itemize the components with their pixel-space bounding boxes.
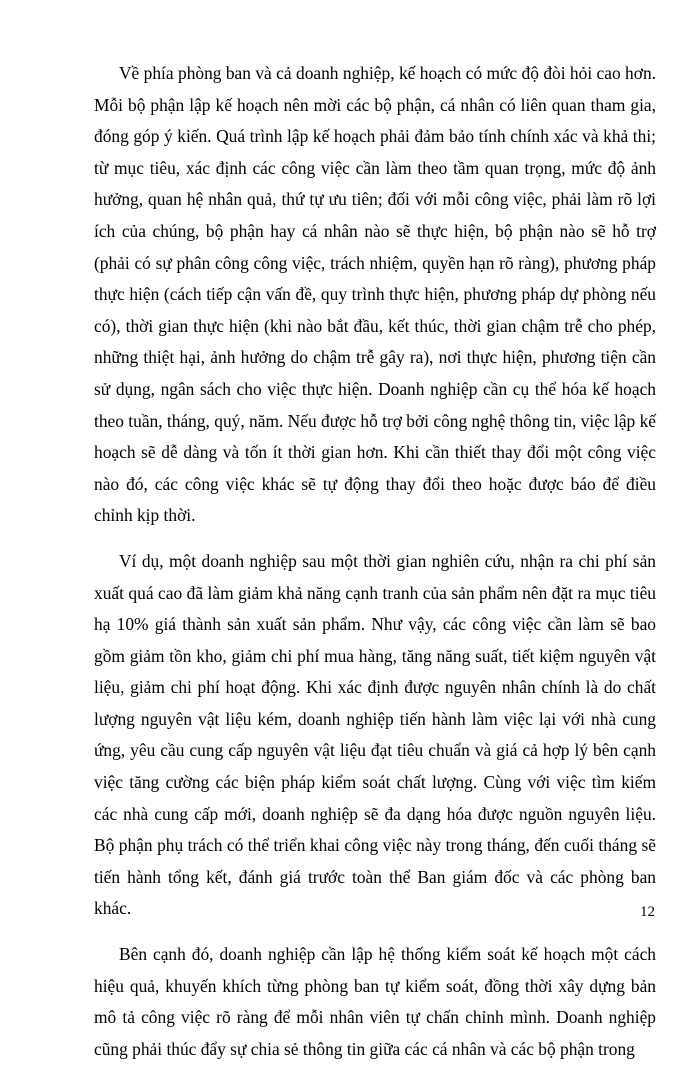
body-text bbox=[94, 58, 656, 1065]
page-number: 12 bbox=[640, 904, 655, 920]
paragraph-example: Ví dụ, một doanh nghiệp sau một thời gian nghiên cứu, nhận ra chi phí sản xuất quá cao đã làm giảm khả năng cạnh tranh của sản phẩm nên đặt ra mục tiêu hạ 10% giá thành sản xuất sản phẩm. Như vậy, các công việc cần làm sẽ bao gồm giảm tồn kho, giảm chi phí mua hàng, tăng năng suất, tiết kiệm nguyên vật liệu, giảm chi phí hoạt động. Khi xác định được nguyên nhân chính là do chất lượng nguyên vật liệu kém, doanh nghiệp tiến hành làm việc lại với nhà cung ứng, yêu cầu cung cấp nguyên vật liệu đạt tiêu chuẩn và giá cả hợp lý bên cạnh việc tăng cường các biện pháp kiểm soát chất lượng. Cùng với việc tìm kiếm các nhà cung cấp mới, doanh nghiệp sẽ đa dạng hóa được nguồn nguyên liệu. Bộ phận phụ trách có thể triển khai công việc này trong tháng, đến cuối tháng sẽ tiến hành tổng kết, đánh giá trước toàn thể Ban giám đốc và các phòng ban khác. bbox=[94, 550, 656, 919]
paragraph-planning-requirements: Về phía phòng ban và cả doanh nghiệp, kế hoạch có mức độ đòi hỏi cao hơn. Mỗi bộ phận lập kế hoạch nên mời các bộ phận, cá nhân có liên quan tham gia, đóng góp ý kiến. Quá trình lập kế hoạch phải đảm bảo tính chính xác và khả thi; từ mục tiêu, xác định các công việc cần làm theo tầm quan trọng, mức độ ảnh hưởng, quan hệ nhân quả, thứ tự ưu tiên; đối với mỗi công việc, phải làm rõ lợi ích của chúng, bộ phận hay cá nhân nào sẽ thực hiện, bộ phận nào sẽ hỗ trợ (phải có sự phân công công việc, trách nhiệm, quyền hạn rõ ràng), phương pháp thực hiện (cách tiếp cận vấn đề, quy trình thực hiện, phương pháp dự phòng nếu có), thời gian thực hiện (khi nào bắt đầu, kết thúc, thời gian chậm trễ cho phép, những thiệt hại, ảnh hưởng do chậm trễ gây ra), nơi thực hiện, phương tiện cần sử dụng, ngân sách cho việc thực hiện. Doanh nghiệp cần cụ thể hóa kế hoạch theo tuần, tháng, quý, năm. Nếu được hỗ trợ bởi công nghệ thông tin, việc lập kế hoạch sẽ dễ dàng và tốn ít thời gian hơn. Khi cần thiết thay đổi một công việc nào đó, các công việc khác sẽ tự động thay đổi theo hoặc được báo để điều chỉnh kịp thời. bbox=[94, 63, 656, 526]
paragraph-control-system: Bên cạnh đó, doanh nghiệp cần lập hệ thống kiểm soát kế hoạch một cách hiệu quả, khuyến khích từng phòng ban tự kiểm soát, đồng thời xây dựng bản mô tả công việc rõ ràng để mỗi nhân viên tự chấn chỉnh mình. Doanh nghiệp cũng phải thúc đẩy sự chia sẻ thông tin giữa các cá nhân và các bộ phận trong bbox=[94, 944, 656, 1059]
